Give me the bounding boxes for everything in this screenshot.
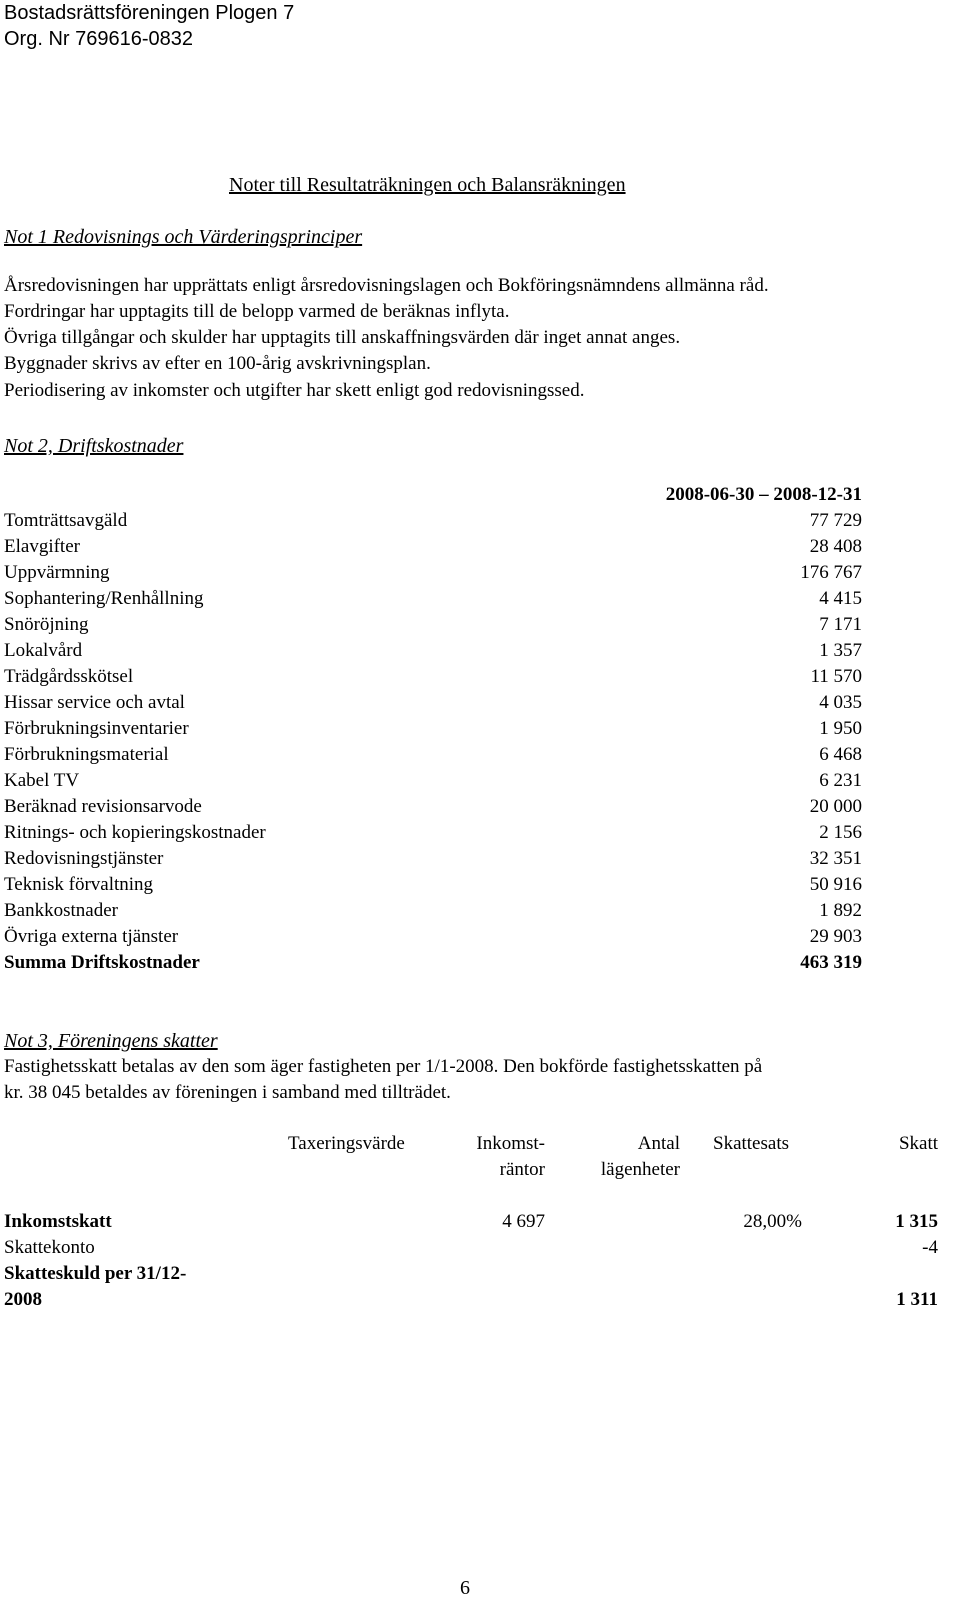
note3-text-line: kr. 38 045 betaldes av föreningen i samband med tillträdet. <box>4 1082 451 1103</box>
page-title: Noter till Resultaträkningen och Balansräkningen <box>229 174 626 196</box>
cost-value: 1 950 <box>819 718 862 739</box>
tax-row-label: Skattekonto <box>4 1237 95 1258</box>
tax-row-skatt: 1 315 <box>895 1211 938 1232</box>
cost-label: Snöröjning <box>4 614 89 635</box>
tax-row-skatt: -4 <box>922 1237 938 1258</box>
cost-value: 6 468 <box>819 744 862 765</box>
cost-value: 29 903 <box>809 926 862 947</box>
cost-label: Elavgifter <box>4 536 80 557</box>
cost-label: Teknisk förvaltning <box>4 874 154 895</box>
note1-line: Fordringar har upptagits till de belopp varmed de beräknas inflyta. <box>4 301 510 322</box>
note3-heading: Not 3, Föreningens skatter <box>4 1030 218 1052</box>
column-header-skattesats: Skattesats <box>713 1133 789 1154</box>
cost-label: Förbrukningsinventarier <box>4 718 189 739</box>
cost-value: 32 351 <box>809 848 862 869</box>
note1-line: Periodisering av inkomster och utgifter har skett enligt god redovisningssed. <box>4 380 585 401</box>
column-header-inkomstrantor: räntor <box>499 1159 545 1180</box>
cost-value: 28 408 <box>809 536 862 557</box>
cost-value: 2 156 <box>819 822 862 843</box>
organization-number: Org. Nr 769616-0832 <box>4 28 194 50</box>
column-header-inkomstrantor: Inkomst- <box>476 1133 545 1154</box>
cost-label: Tomträttsavgäld <box>4 510 128 531</box>
cost-label: Kabel TV <box>4 770 80 791</box>
cost-label: Bankkostnader <box>4 900 118 921</box>
tax-row-skatt: 1 311 <box>896 1289 938 1310</box>
note1-line: Övriga tillgångar och skulder har upptagits till anskaffningsvärden där inget annat anges. <box>4 327 681 348</box>
note1-heading: Not 1 Redovisnings och Värderingsprinciper <box>4 226 363 248</box>
cost-value: 4 035 <box>819 692 862 713</box>
cost-label: Redovisningstjänster <box>4 848 164 869</box>
column-header-taxeringsvarde: Taxeringsvärde <box>288 1133 405 1154</box>
column-header-antal: lägenheter <box>600 1159 680 1180</box>
page-number: 6 <box>460 1577 470 1599</box>
note1-line: Byggnader skrivs av efter en 100-årig avskrivningsplan. <box>4 353 431 374</box>
cost-value: 11 570 <box>810 666 862 687</box>
tax-row-skattesats: 28,00% <box>743 1211 802 1232</box>
cost-label: Hissar service och avtal <box>4 692 185 713</box>
total-label: Summa Driftskostnader <box>4 952 200 973</box>
cost-label: Övriga externa tjänster <box>4 926 179 947</box>
tax-row-inkomst: 4 697 <box>502 1211 545 1232</box>
column-header-skatt: Skatt <box>898 1133 938 1154</box>
cost-label: Lokalvård <box>4 640 83 661</box>
cost-value: 176 767 <box>800 562 862 583</box>
cost-value: 6 231 <box>819 770 862 791</box>
note3-text-line: Fastighetsskatt betalas av den som äger fastigheten per 1/1-2008. Den bokförde fastighetsskatten på <box>4 1056 763 1077</box>
cost-label: Trädgårdsskötsel <box>4 666 134 687</box>
total-value: 463 319 <box>800 952 862 973</box>
cost-value: 1 357 <box>819 640 862 661</box>
tax-row-label: Inkomstskatt <box>4 1211 112 1232</box>
note2-heading: Not 2, Driftskostnader <box>4 435 184 457</box>
note1-line: Årsredovisningen har upprättats enligt årsredovisningslagen och Bokföringsnämndens allmänna råd. <box>4 275 769 296</box>
cost-value: 50 916 <box>809 874 862 895</box>
period-header: 2008-06-30 – 2008-12-31 <box>665 484 862 505</box>
cost-label: Ritnings- och kopieringskostnader <box>4 822 266 843</box>
cost-value: 77 729 <box>809 510 862 531</box>
cost-label: Beräknad revisionsarvode <box>4 796 202 817</box>
cost-value: 20 000 <box>809 796 862 817</box>
tax-row-label: 2008 <box>4 1289 42 1310</box>
cost-value: 1 892 <box>819 900 862 921</box>
cost-label: Förbrukningsmaterial <box>4 744 169 765</box>
cost-label: Sophantering/Renhållning <box>4 588 204 609</box>
cost-label: Uppvärmning <box>4 562 110 583</box>
cost-value: 4 415 <box>819 588 862 609</box>
cost-value: 7 171 <box>819 614 862 635</box>
column-header-antal: Antal <box>637 1133 680 1154</box>
tax-row-label: Skatteskuld per 31/12- <box>4 1263 187 1284</box>
organization-name: Bostadsrättsföreningen Plogen 7 <box>4 2 295 24</box>
